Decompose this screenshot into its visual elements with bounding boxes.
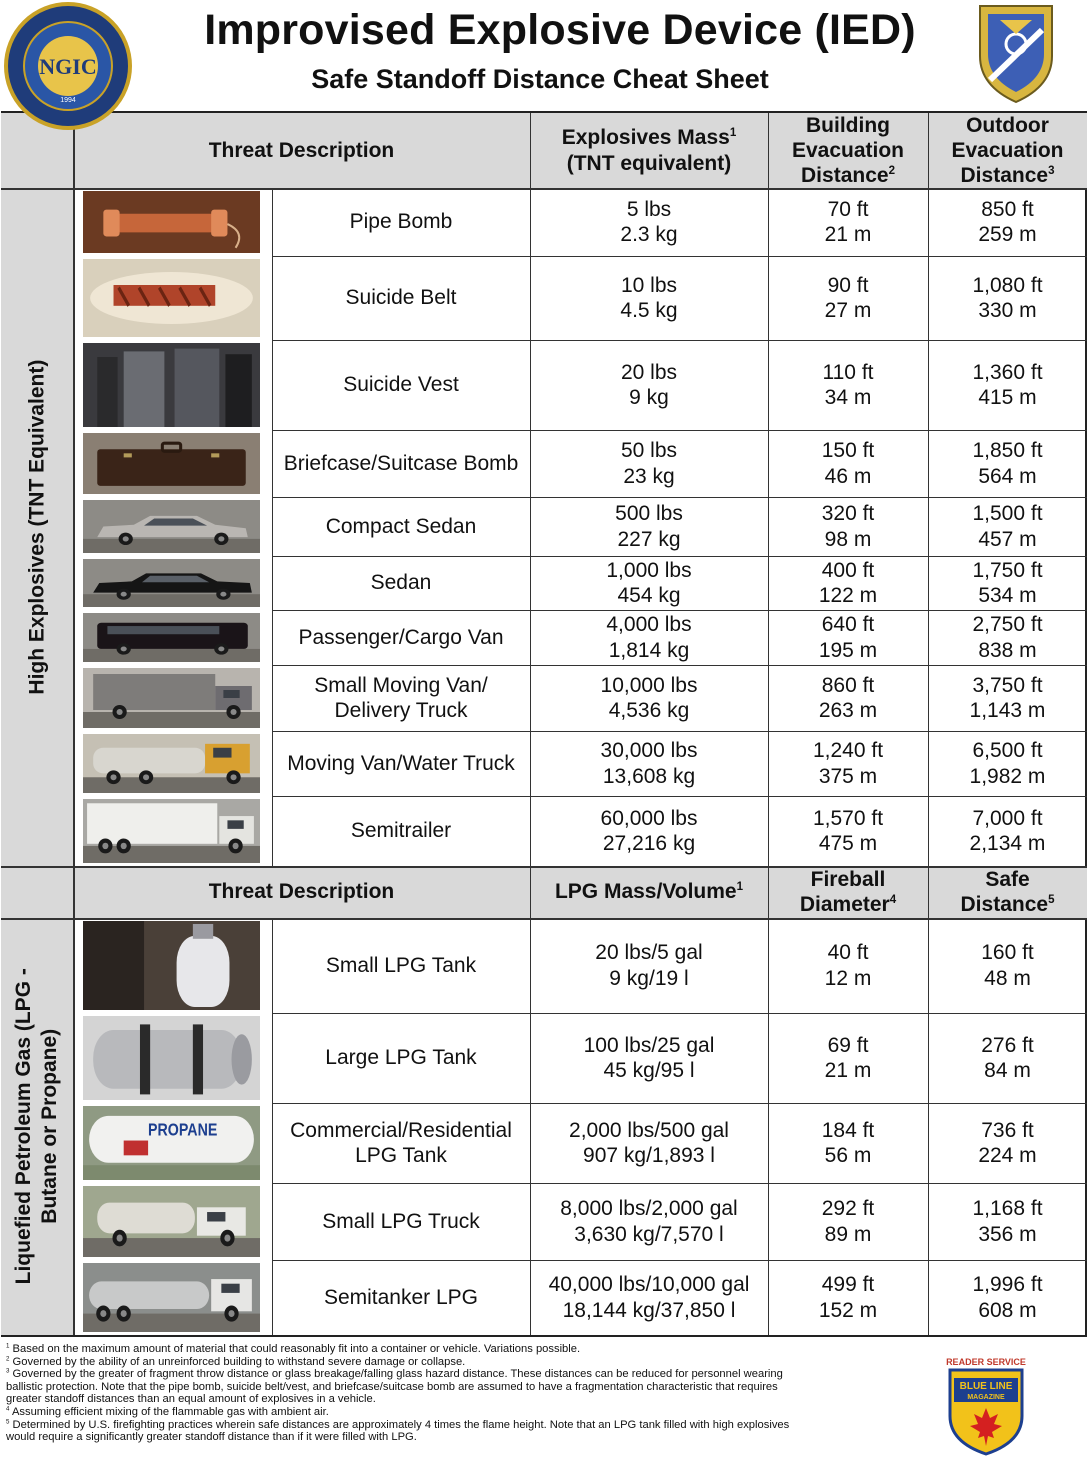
- he-outdoor-l2: Evacuation: [951, 138, 1064, 162]
- lpg-fireball-l1: Fireball: [810, 867, 886, 891]
- he-row-1-building-distance: [768, 256, 928, 340]
- he-row-1-outdoor-distance: [928, 256, 1087, 340]
- column-rule: [272, 918, 273, 1335]
- row-rule: [272, 731, 1087, 732]
- column-rule: [928, 113, 929, 1335]
- lpg-row-2-mass: [530, 1103, 768, 1183]
- footnote-text: Governed by the ability of an unreinforced building to withstand severe damage or collapse.: [12, 1355, 466, 1368]
- he-side-label-text: High Explosives (TNT Equivalent): [24, 359, 48, 695]
- lpg-row-0-mass: [530, 918, 768, 1013]
- water-truck-photo: [83, 734, 260, 793]
- he-side-label: [1, 188, 73, 866]
- he-row-2-outdoor-distance: [928, 340, 1087, 430]
- lpg-row-4-mass: [530, 1260, 768, 1335]
- lpg-safe-l2-text: Distance: [960, 893, 1049, 916]
- he-row-2-mass-imperial: 20 lbs: [620, 360, 678, 384]
- lpg-row-3-fireball-diameter-metric: 89 m: [824, 1222, 872, 1246]
- he-row-5-mass-imperial: 1,000 lbs: [606, 558, 692, 582]
- lpg-row-1-safe-distance-imperial: 276 ft: [981, 1033, 1034, 1057]
- lpg-row-0-safe-distance-imperial: 160 ft: [981, 941, 1034, 965]
- he-row-0-mass-metric: 2.3 kg: [620, 223, 678, 246]
- lpg-row-0-fireball-diameter: [768, 918, 928, 1013]
- footnote-text: Determined by U.S. firefighting practices wherein safe distances are approximately 4 times the flame height. Note that an LPG tank filled with high explosives would require a significantly greater standoff distance than if it were filled with LPG.: [6, 1418, 790, 1444]
- lpg-safe-l1: Safe: [985, 867, 1030, 891]
- lpg-row-3-safe-distance: [928, 1183, 1087, 1260]
- lpg-row-1-fireball-diameter: [768, 1013, 928, 1103]
- footnote-3: [6, 1368, 796, 1406]
- he-row-3-description: [272, 430, 530, 497]
- lpg-row-0-description-text: Small LPG Tank: [325, 953, 477, 977]
- lpg-row-0-safe-distance: [928, 918, 1087, 1013]
- he-row-7-mass-metric: 4,536 kg: [608, 699, 690, 722]
- he-row-6-description-text: Passenger/Cargo Van: [298, 625, 504, 649]
- he-row-9-building-distance-imperial: 1,570 ft: [812, 806, 884, 830]
- row-rule: [272, 340, 1087, 341]
- svg-text:NGIC: NGIC: [39, 54, 97, 79]
- he-row-4-outdoor-distance-metric: 457 m: [978, 527, 1037, 551]
- lpg-mass-title-text: LPG Mass/Volume: [554, 880, 737, 904]
- lpg-row-1-mass: [530, 1013, 768, 1103]
- he-building-l1: Building: [806, 113, 890, 137]
- he-row-0-building-distance: [768, 188, 928, 256]
- he-mass-header: [530, 113, 768, 188]
- lpg-row-0-mass-metric: 9 kg/19 l: [609, 966, 689, 990]
- he-row-5-building-distance-imperial: 400 ft: [821, 558, 875, 582]
- he-row-5-building-distance-metric: 122 m: [818, 584, 878, 607]
- he-row-3-outdoor-distance-metric: 564 m: [978, 464, 1037, 488]
- lpg-threat-header-text: Threat Description: [208, 880, 395, 904]
- he-row-1-mass-imperial: 10 lbs: [620, 273, 678, 297]
- he-outdoor-l1: Outdoor: [966, 113, 1049, 137]
- he-row-2-building-distance-metric: 34 m: [824, 386, 872, 409]
- lpg-fireball-l2-footnote-ref: 4: [889, 894, 897, 906]
- he-row-8-mass: [530, 731, 768, 796]
- he-row-8-building-distance-imperial: 1,240 ft: [812, 739, 884, 763]
- he-row-0-building-distance-imperial: 70 ft: [827, 197, 869, 221]
- section-rule: [1, 918, 1087, 920]
- lpg-row-0-fireball-diameter-imperial: 40 ft: [827, 941, 869, 965]
- footnote-text: Based on the maximum amount of material that could reasonably fit into a container or vehicle. Variations possible.: [12, 1343, 581, 1355]
- he-row-6-building-distance-metric: 195 m: [818, 638, 878, 662]
- footnote-2: [6, 1356, 796, 1369]
- he-mass-title: [562, 125, 737, 150]
- he-row-5-outdoor-distance: [928, 556, 1087, 610]
- row-rule: [272, 497, 1087, 498]
- lpg-row-0-fireball-diameter-metric: 12 m: [824, 966, 872, 990]
- he-row-2-outdoor-distance-metric: 415 m: [978, 386, 1037, 409]
- he-row-1-building-distance-imperial: 90 ft: [827, 273, 869, 297]
- lpg-threat-header: [73, 866, 530, 918]
- lpg-truck-photo: [83, 1186, 260, 1257]
- lpg-row-4-mass-imperial: 40,000 lbs/10,000 gal: [548, 1273, 750, 1297]
- row-rule: [272, 1103, 1087, 1104]
- he-row-7-outdoor-distance-metric: 1,143 m: [969, 699, 1046, 722]
- he-row-2-description: [272, 340, 530, 430]
- lpg-row-2-fireball-diameter: [768, 1103, 928, 1183]
- he-row-6-building-distance-imperial: 640 ft: [821, 613, 875, 637]
- lpg-fireball-l2-text: Diameter: [799, 893, 890, 916]
- he-row-2-building-distance: [768, 340, 928, 430]
- intelligence-crest-icon: [976, 0, 1056, 104]
- he-row-3-description-text: Briefcase/Suitcase Bomb: [283, 451, 519, 475]
- he-row-4-mass-metric: 227 kg: [617, 527, 681, 551]
- footnote-number: 1: [6, 1342, 10, 1350]
- he-row-1-outdoor-distance-metric: 330 m: [978, 299, 1037, 322]
- he-row-0-description-text: Pipe Bomb: [349, 210, 453, 234]
- lpg-row-4-description-text: Semitanker LPG: [323, 1285, 479, 1309]
- lpg-safe-header: [928, 866, 1087, 918]
- lpg-row-2-fireball-diameter-imperial: 184 ft: [821, 1118, 875, 1142]
- he-row-4-building-distance: [768, 497, 928, 556]
- he-row-8-mass-imperial: 30,000 lbs: [600, 739, 698, 763]
- row-rule: [272, 1013, 1087, 1014]
- he-row-4-outdoor-distance-imperial: 1,500 ft: [972, 502, 1043, 526]
- lpg-row-4-fireball-diameter-metric: 152 m: [818, 1298, 878, 1322]
- ngic-seal-icon: [4, 2, 132, 130]
- he-row-9-mass: [530, 796, 768, 866]
- lpg-row-1-mass-imperial: 100 lbs/25 gal: [583, 1033, 715, 1057]
- lpg-side-label-line1: Liquefied Petroleum Gas (LPG -: [11, 968, 35, 1285]
- lpg-mass-title: [555, 879, 743, 904]
- lpg-row-1-description: [272, 1013, 530, 1103]
- lpg-side-label-line2: Butane or Propane): [38, 1029, 61, 1224]
- lpg-row-3-description-text: Small LPG Truck: [322, 1209, 480, 1233]
- lpg-row-3-safe-distance-imperial: 1,168 ft: [972, 1197, 1043, 1221]
- he-row-8-outdoor-distance-imperial: 6,500 ft: [972, 739, 1043, 763]
- column-rule: [73, 113, 75, 1335]
- he-row-9-building-distance-metric: 475 m: [818, 832, 878, 855]
- he-row-3-building-distance-metric: 46 m: [824, 464, 872, 488]
- he-row-5-outdoor-distance-metric: 534 m: [978, 584, 1037, 607]
- he-row-4-building-distance-metric: 98 m: [824, 527, 872, 551]
- lpg-mass-header: [530, 866, 768, 918]
- column-rule: [272, 188, 273, 866]
- he-row-8-description: [272, 731, 530, 796]
- he-row-1-mass: [530, 256, 768, 340]
- he-row-0-mass: [530, 188, 768, 256]
- row-rule: [272, 256, 1087, 257]
- he-row-9-outdoor-distance: [928, 796, 1087, 866]
- he-row-5-mass-metric: 454 kg: [617, 584, 681, 607]
- he-outdoor-l3-footnote-ref: 3: [1048, 165, 1055, 178]
- page-header: [0, 0, 1088, 112]
- lpg-row-2-safe-distance-imperial: 736 ft: [981, 1118, 1034, 1142]
- lpg-safe-l2-footnote-ref: 5: [1048, 894, 1055, 906]
- he-row-5-building-distance: [768, 556, 928, 610]
- he-threat-header-text: Threat Description: [208, 138, 395, 162]
- pipe-bomb-photo: [83, 191, 260, 253]
- he-row-2-mass: [530, 340, 768, 430]
- he-row-6-mass: [530, 610, 768, 665]
- he-row-9-outdoor-distance-metric: 2,134 m: [969, 832, 1046, 855]
- lpg-row-3-fireball-diameter-imperial: 292 ft: [821, 1197, 875, 1221]
- he-row-7-mass: [530, 665, 768, 731]
- he-row-6-outdoor-distance-imperial: 2,750 ft: [972, 613, 1043, 637]
- footnote-number: 5: [6, 1417, 10, 1425]
- footnotes: [6, 1343, 796, 1444]
- lpg-fireball-l2: [800, 892, 896, 917]
- he-row-3-building-distance-imperial: 150 ft: [821, 439, 875, 463]
- blue-line-magazine-badge-icon: [938, 1356, 1034, 1456]
- badge-line2: MAGAZINE: [967, 1394, 1005, 1401]
- suicide-belt-photo: [83, 259, 260, 337]
- svg-text:PROPANE: PROPANE: [148, 1121, 218, 1140]
- he-row-7-description-text: Small Moving Van/ Delivery Truck: [314, 673, 488, 722]
- lpg-row-2-description-text: Commercial/Residential LPG Tank: [290, 1118, 512, 1167]
- he-row-3-building-distance: [768, 430, 928, 497]
- he-row-3-mass-imperial: 50 lbs: [620, 439, 678, 463]
- he-row-7-building-distance-metric: 263 m: [818, 699, 878, 722]
- he-row-8-description-text: Moving Van/Water Truck: [287, 751, 515, 775]
- he-row-3-outdoor-distance-imperial: 1,850 ft: [972, 439, 1043, 463]
- lpg-row-2-safe-distance: [928, 1103, 1087, 1183]
- he-row-8-building-distance: [768, 731, 928, 796]
- badge-line1: BLUE LINE: [959, 1381, 1013, 1392]
- he-threat-header: [73, 113, 530, 188]
- lpg-row-4-fireball-diameter-imperial: 499 ft: [821, 1273, 875, 1297]
- he-row-7-mass-imperial: 10,000 lbs: [600, 673, 698, 697]
- he-row-1-outdoor-distance-imperial: 1,080 ft: [972, 273, 1043, 297]
- footnote-number: 2: [6, 1354, 10, 1362]
- he-row-1-building-distance-metric: 27 m: [824, 299, 872, 322]
- he-row-5-description: [272, 556, 530, 610]
- row-rule: [272, 665, 1087, 666]
- lpg-fireball-header: [768, 866, 928, 918]
- lpg-row-2-mass-imperial: 2,000 lbs/500 gal: [569, 1118, 729, 1142]
- he-row-0-description: [272, 188, 530, 256]
- he-row-6-description: [272, 610, 530, 665]
- he-building-l3: [801, 163, 895, 188]
- he-row-0-building-distance-metric: 21 m: [824, 223, 872, 246]
- row-rule: [272, 1183, 1087, 1184]
- he-outdoor-header: [928, 113, 1087, 188]
- delivery-truck-photo: [83, 668, 260, 728]
- he-row-9-description: [272, 796, 530, 866]
- he-row-9-building-distance: [768, 796, 928, 866]
- he-row-6-mass-imperial: 4,000 lbs: [606, 613, 692, 637]
- row-rule: [272, 1260, 1087, 1261]
- he-row-1-description-text: Suicide Belt: [345, 286, 457, 310]
- lpg-row-4-safe-distance-imperial: 1,996 ft: [972, 1273, 1043, 1297]
- svg-text:1994: 1994: [60, 97, 76, 104]
- he-mass-title-text: Explosives Mass: [561, 126, 730, 150]
- he-row-3-mass-metric: 23 kg: [623, 464, 675, 488]
- lpg-row-4-description: [272, 1260, 530, 1335]
- he-row-0-outdoor-distance-imperial: 850 ft: [981, 197, 1034, 221]
- he-row-4-outdoor-distance: [928, 497, 1087, 556]
- he-row-7-building-distance: [768, 665, 928, 731]
- he-row-2-building-distance-imperial: 110 ft: [822, 360, 874, 384]
- he-row-6-outdoor-distance: [928, 610, 1087, 665]
- he-row-6-building-distance: [768, 610, 928, 665]
- lpg-row-3-mass: [530, 1183, 768, 1260]
- van-photo: [83, 613, 260, 662]
- he-building-header: [768, 113, 928, 188]
- he-building-l3-footnote-ref: 2: [888, 165, 895, 178]
- small-lpg-tank-photo: [83, 921, 260, 1010]
- he-row-6-mass-metric: 1,814 kg: [608, 638, 690, 662]
- he-row-2-outdoor-distance-imperial: 1,360 ft: [972, 360, 1043, 384]
- row-rule: [272, 610, 1087, 611]
- lpg-row-3-mass-metric: 3,630 kg/7,570 l: [574, 1222, 724, 1246]
- he-row-5-mass: [530, 556, 768, 610]
- he-outdoor-l3-text: Distance: [960, 164, 1049, 188]
- he-building-l2: Evacuation: [791, 138, 905, 162]
- row-rule: [272, 430, 1087, 431]
- he-row-7-outdoor-distance-imperial: 3,750 ft: [972, 673, 1043, 697]
- he-row-5-description-text: Sedan: [370, 571, 432, 595]
- he-row-6-outdoor-distance-metric: 838 m: [978, 638, 1037, 662]
- suicide-vest-photo: [83, 343, 260, 427]
- he-mass-title-footnote-ref: 1: [729, 127, 737, 140]
- he-row-9-mass-metric: 27,216 kg: [602, 832, 696, 855]
- footnote-5: [6, 1419, 796, 1444]
- lpg-row-1-safe-distance: [928, 1013, 1087, 1103]
- commercial-lpg-tank-photo: [83, 1106, 260, 1180]
- large-lpg-tank-photo: [83, 1016, 260, 1100]
- lpg-row-3-description: [272, 1183, 530, 1260]
- lpg-row-4-mass-metric: 18,144 kg/37,850 l: [562, 1298, 736, 1322]
- lpg-row-0-mass-imperial: 20 lbs/5 gal: [595, 941, 703, 965]
- lpg-row-1-description-text: Large LPG Tank: [325, 1046, 477, 1070]
- lpg-row-2-mass-metric: 907 kg/1,893 l: [583, 1144, 715, 1167]
- compact-sedan-photo: [83, 500, 260, 553]
- lpg-row-2-fireball-diameter-metric: 56 m: [824, 1144, 872, 1167]
- he-row-8-mass-metric: 13,608 kg: [602, 764, 696, 788]
- he-outdoor-l3: [961, 163, 1055, 188]
- he-row-0-mass-imperial: 5 lbs: [626, 197, 672, 221]
- he-row-8-building-distance-metric: 375 m: [818, 764, 878, 788]
- column-rule: [530, 113, 531, 1335]
- page-subtitle: Safe Standoff Distance Cheat Sheet: [311, 64, 769, 94]
- lpg-row-1-mass-metric: 45 kg/95 l: [603, 1059, 695, 1082]
- lpg-row-3-mass-imperial: 8,000 lbs/2,000 gal: [560, 1197, 738, 1221]
- lpg-safe-l2: [961, 892, 1055, 917]
- section-rule: [1, 866, 1087, 868]
- he-row-9-mass-imperial: 60,000 lbs: [600, 806, 698, 830]
- footnote-1: [6, 1343, 796, 1356]
- he-row-4-description: [272, 497, 530, 556]
- he-mass-sub: (TNT equivalent): [566, 151, 732, 175]
- he-row-4-mass: [530, 497, 768, 556]
- he-building-l3-text: Distance: [801, 164, 889, 188]
- lpg-row-0-description: [272, 918, 530, 1013]
- he-row-9-outdoor-distance-imperial: 7,000 ft: [972, 806, 1043, 830]
- lpg-row-3-safe-distance-metric: 356 m: [978, 1222, 1037, 1246]
- he-row-5-outdoor-distance-imperial: 1,750 ft: [972, 558, 1043, 582]
- he-row-4-description-text: Compact Sedan: [325, 514, 477, 538]
- briefcase-photo: [83, 433, 260, 494]
- lpg-row-2-description: [272, 1103, 530, 1183]
- footnote-number: 3: [6, 1367, 10, 1375]
- he-row-8-outdoor-distance: [928, 731, 1087, 796]
- semitanker-photo: [83, 1263, 260, 1332]
- lpg-mass-title-footnote-ref: 1: [736, 881, 744, 894]
- lpg-header-corner: [1, 866, 73, 918]
- lpg-row-3-fireball-diameter: [768, 1183, 928, 1260]
- lpg-row-1-safe-distance-metric: 84 m: [984, 1059, 1031, 1082]
- footnote-number: 4: [6, 1405, 10, 1413]
- footnote-text: Governed by the greater of fragment throw distance or glass breakage/falling glass hazard distance. These distances can be reduced for personnel wearing ballistic protection. Note that the pipe bomb, suicide belt/vest, and briefcase/suitcase bomb are assumed to have a fragmentation characteristic that requires greater standoff distances than an equal amount of explosives in a vehicle.: [6, 1368, 783, 1406]
- he-row-7-description: [272, 665, 530, 731]
- footnote-4: [6, 1406, 796, 1419]
- he-row-4-building-distance-imperial: 320 ft: [821, 502, 875, 526]
- he-row-9-description-text: Semitrailer: [350, 819, 452, 843]
- semitrailer-photo: [83, 799, 260, 863]
- footnote-text: Assuming efficient mixing of the flammable gas with ambient air.: [11, 1405, 329, 1418]
- lpg-side-label-text: [11, 968, 64, 1284]
- sedan-photo: [83, 559, 260, 607]
- he-row-2-description-text: Suicide Vest: [343, 373, 459, 397]
- lpg-row-1-fireball-diameter-imperial: 69 ft: [827, 1033, 869, 1057]
- lpg-row-4-safe-distance-metric: 608 m: [978, 1298, 1037, 1322]
- he-row-8-outdoor-distance-metric: 1,982 m: [969, 764, 1046, 788]
- he-row-1-mass-metric: 4.5 kg: [620, 299, 678, 322]
- he-row-0-outdoor-distance: [928, 188, 1087, 256]
- he-row-7-building-distance-imperial: 860 ft: [821, 673, 875, 697]
- he-row-2-mass-metric: 9 kg: [629, 386, 669, 409]
- lpg-row-0-safe-distance-metric: 48 m: [984, 966, 1031, 990]
- badge-top-text: READER SERVICE: [946, 1357, 1026, 1367]
- he-row-3-mass: [530, 430, 768, 497]
- he-row-0-outdoor-distance-metric: 259 m: [978, 223, 1037, 246]
- page-title: Improvised Explosive Device (IED): [204, 6, 916, 54]
- he-row-3-outdoor-distance: [928, 430, 1087, 497]
- he-row-1-description: [272, 256, 530, 340]
- section-rule: [1, 188, 1087, 190]
- lpg-row-2-safe-distance-metric: 224 m: [978, 1144, 1037, 1167]
- lpg-row-1-fireball-diameter-metric: 21 m: [824, 1059, 872, 1082]
- lpg-row-4-fireball-diameter: [768, 1260, 928, 1335]
- lpg-row-4-safe-distance: [928, 1260, 1087, 1335]
- row-rule: [272, 556, 1087, 557]
- he-row-7-outdoor-distance: [928, 665, 1087, 731]
- row-rule: [272, 796, 1087, 797]
- lpg-side-label: [1, 918, 73, 1335]
- he-row-4-mass-imperial: 500 lbs: [615, 502, 683, 526]
- column-rule: [768, 113, 769, 1335]
